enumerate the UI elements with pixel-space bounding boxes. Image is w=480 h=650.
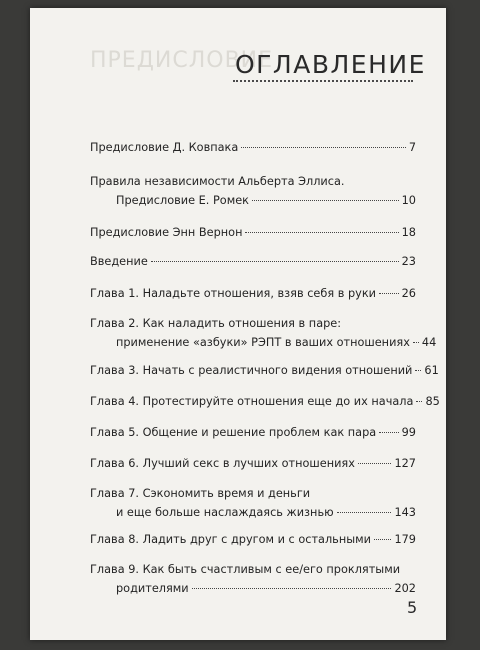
toc-entry-line	[90, 454, 416, 473]
toc-entry-introduction	[90, 252, 416, 271]
toc-entry-page: 10	[401, 194, 416, 207]
dot-leader	[192, 588, 392, 589]
book-page	[30, 8, 446, 640]
page-title: ОГЛАВЛЕНИЕ	[235, 50, 426, 79]
toc-entry-title: Глава 5. Общение и решение проблем как пара	[90, 426, 377, 439]
toc-entry-chapter-8	[90, 530, 416, 549]
toc-entry-title: Глава 7. Сэкономить время и деньги	[90, 487, 311, 500]
dot-leader	[379, 293, 399, 294]
bleed-through-text: ПРЕДИСЛОВИЕ	[90, 48, 274, 73]
toc-entry-title: Глава 6. Лучший секс в лучших отношениях	[90, 457, 355, 470]
toc-entry-title: Глава 2. Как наладить отношения в паре:	[90, 317, 342, 330]
toc-entry-line	[90, 560, 416, 579]
toc-entry-title: Предисловие Энн Вернон	[90, 226, 243, 239]
toc-entry-line	[90, 579, 416, 598]
toc-entry-line	[90, 138, 416, 157]
toc-entry-page: 26	[401, 287, 416, 300]
toc-entry-page: 99	[401, 426, 416, 439]
toc-entry-line	[90, 530, 416, 549]
toc-entry-line	[90, 172, 416, 191]
toc-entry-line	[90, 392, 440, 411]
dot-leader	[379, 432, 398, 433]
dot-leader	[415, 370, 421, 371]
toc-entry-page: 143	[394, 506, 416, 519]
dot-leader	[413, 342, 419, 343]
toc-entry-title: Введение	[90, 255, 148, 268]
toc-entry-line	[90, 333, 437, 352]
toc-entry-title: Глава 8. Ладить друг с другом и с остальными	[90, 533, 372, 546]
toc-entry-rules-ellis	[90, 172, 416, 210]
toc-entry-page: 18	[401, 226, 416, 239]
toc-entry-line	[90, 484, 416, 503]
toc-entry-line	[90, 284, 416, 303]
toc-entry-page: 179	[394, 533, 416, 546]
toc-entry-title: Глава 1. Наладьте отношения, взяв себя в руки	[90, 287, 377, 300]
toc-entry-chapter-7	[90, 484, 416, 522]
toc-entry-chapter-3	[90, 361, 439, 380]
dot-leader	[416, 401, 422, 402]
toc-entry-chapter-2	[90, 314, 437, 352]
toc-entry-chapter-6	[90, 454, 416, 473]
toc-entry-preface-vernon	[90, 223, 416, 242]
toc-entry-title-cont: родителями	[116, 582, 189, 595]
toc-entry-line	[90, 314, 416, 333]
toc-entry-preface-kovpak	[90, 138, 416, 157]
dot-leader	[245, 232, 398, 233]
title-dotted-rule	[233, 80, 413, 82]
toc-entry-title-cont: и еще больше наслаждаясь жизнью	[116, 506, 334, 519]
toc-entry-title: Правила независимости Альберта Эллиса.	[90, 175, 345, 188]
toc-entry-line	[90, 252, 416, 271]
dot-leader	[252, 200, 399, 201]
toc-entry-line	[90, 423, 416, 442]
toc-entry-page: 127	[394, 457, 416, 470]
toc-entry-chapter-4	[90, 392, 440, 411]
toc-entry-page: 23	[401, 255, 416, 268]
toc-entry-page: 7	[408, 141, 416, 154]
toc-entry-chapter-5	[90, 423, 416, 442]
toc-entry-line	[90, 223, 416, 242]
toc-entry-page: 44	[421, 336, 437, 349]
dot-leader	[241, 147, 406, 148]
toc-entry-title-cont: применение «азбуки» РЭПТ в ваших отношениях	[116, 336, 410, 349]
dot-leader	[374, 539, 391, 540]
toc-entry-chapter-9	[90, 560, 416, 598]
dot-leader	[337, 512, 392, 513]
toc-entry-line	[90, 191, 416, 210]
toc-entry-chapter-1	[90, 284, 416, 303]
dot-leader	[358, 463, 392, 464]
toc-entry-line	[90, 361, 439, 380]
toc-entry-title: Глава 4. Протестируйте отношения еще до их начала	[90, 395, 414, 408]
toc-entry-line	[90, 503, 416, 522]
toc-entry-title-cont: Предисловие Е. Ромек	[116, 194, 249, 207]
toc-entry-page: 85	[425, 395, 440, 408]
toc-entry-title: Глава 9. Как быть счастливым с ее/его проклятыми	[90, 563, 401, 576]
page-number: 5	[407, 598, 418, 617]
toc-entry-title: Предисловие Д. Ковпака	[90, 141, 239, 154]
toc-entry-page: 202	[394, 582, 416, 595]
toc-entry-page: 61	[424, 364, 439, 377]
dot-leader	[151, 261, 399, 262]
toc-entry-title: Глава 3. Начать с реалистичного видения отношений	[90, 364, 413, 377]
